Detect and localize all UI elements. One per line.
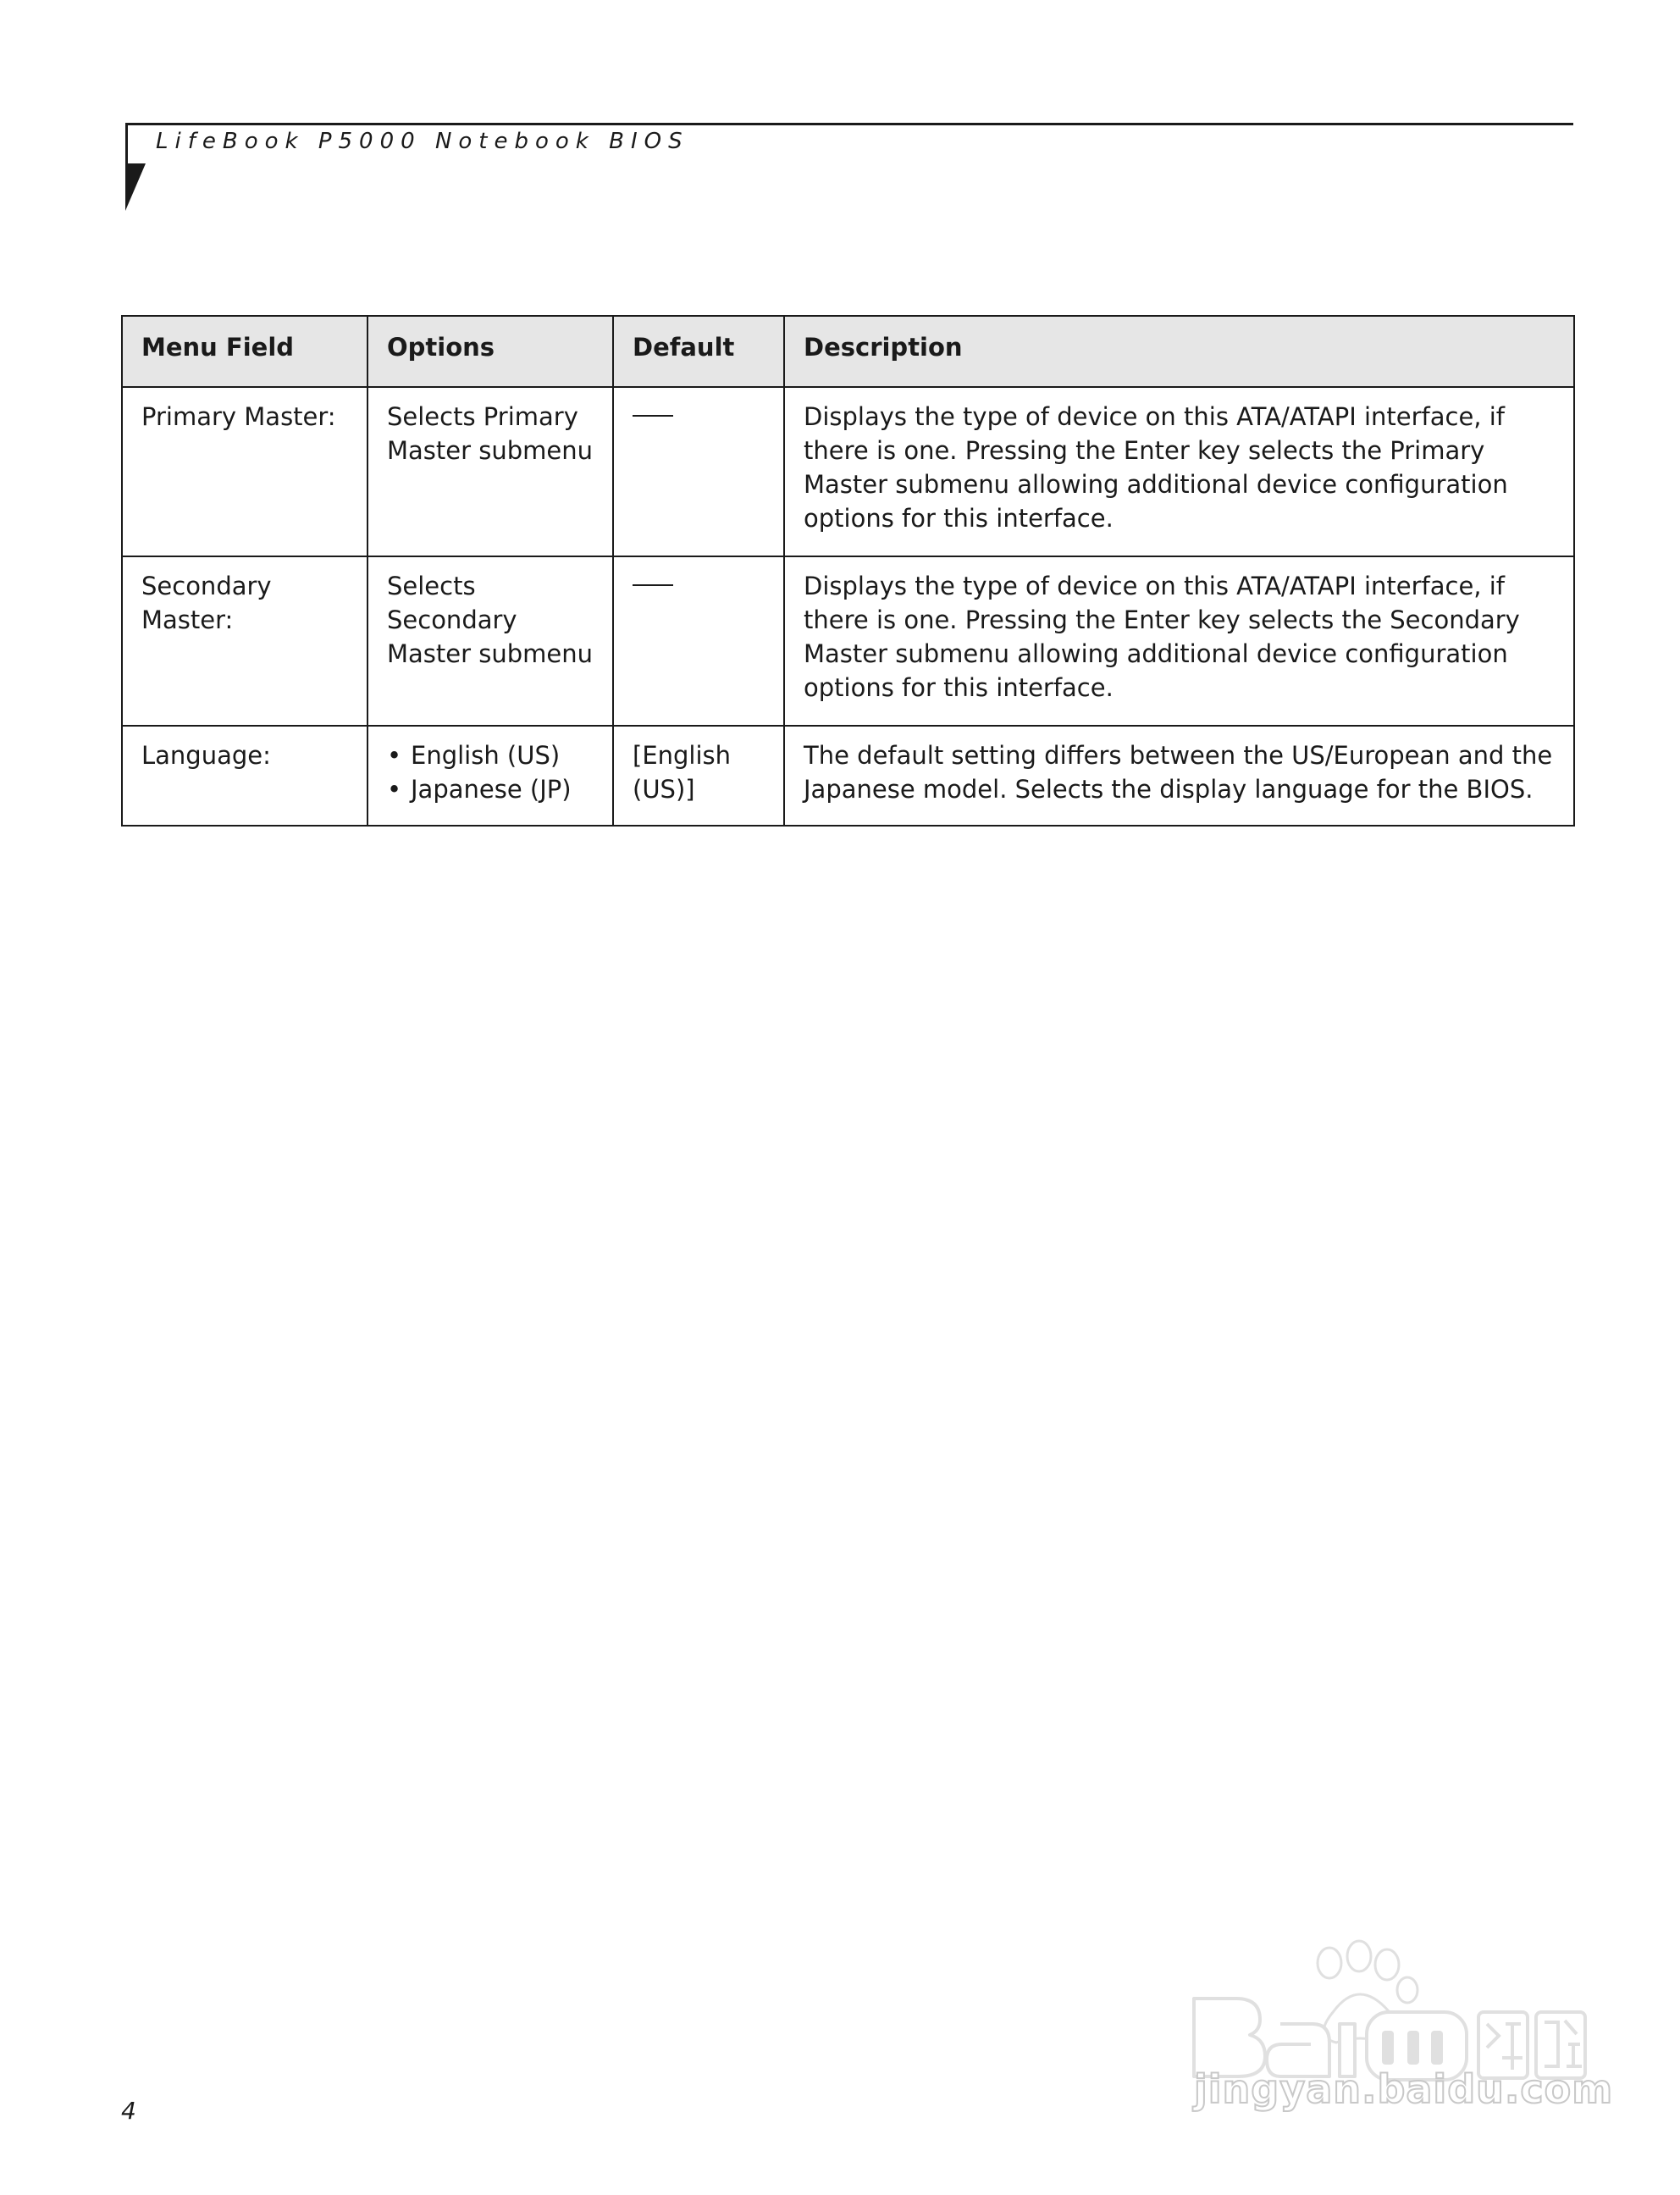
options-list (387, 738, 594, 806)
options-cell: Selects Primary Master submenu (368, 387, 613, 556)
default-cell (613, 556, 784, 726)
option-item: • English (US) (387, 738, 594, 772)
options-cell: Selects Secondary Master submenu (368, 556, 613, 726)
watermark-url: jingyan.baidu.com (1194, 2066, 1614, 2112)
header-vertical-rule (125, 123, 128, 167)
dash-mark (633, 584, 673, 586)
column-header-description: Description (784, 316, 1574, 387)
running-header-title: LifeBook P5000 Notebook BIOS (156, 129, 689, 154)
menu-field-cell: Language: (122, 726, 368, 826)
bios-settings-table (121, 315, 1575, 827)
column-header-options: Options (368, 316, 613, 387)
option-item: • Japanese (JP) (387, 772, 594, 806)
header-wedge-icon (125, 163, 146, 211)
default-cell: [English (US)] (613, 726, 784, 826)
table-row-secondary-master (122, 556, 1574, 726)
description-cell: Displays the type of device on this ATA/ATAPI interface, if there is one. Pressing the Enter key selects the Primary Master submenu allowing additional device configuration options for this interface. (784, 387, 1574, 556)
dash-mark (633, 415, 673, 417)
menu-field-cell: Secondary Master: (122, 556, 368, 726)
default-cell (613, 387, 784, 556)
description-cell: Displays the type of device on this ATA/ATAPI interface, if there is one. Pressing the Enter key selects the Secondary Master submenu allowing additional device configuration options for this interface. (784, 556, 1574, 726)
column-header-menu-field: Menu Field (122, 316, 368, 387)
column-header-default: Default (613, 316, 784, 387)
table-row-primary-master (122, 387, 1574, 556)
options-cell (368, 726, 613, 826)
header-rule (125, 123, 1573, 125)
description-cell: The default setting differs between the US/European and the Japanese model. Selects the display language for the BIOS. (784, 726, 1574, 826)
table-header-row (122, 316, 1574, 387)
menu-field-cell: Primary Master: (122, 387, 368, 556)
table-row-language (122, 726, 1574, 826)
page-number: 4 (121, 2097, 136, 2125)
